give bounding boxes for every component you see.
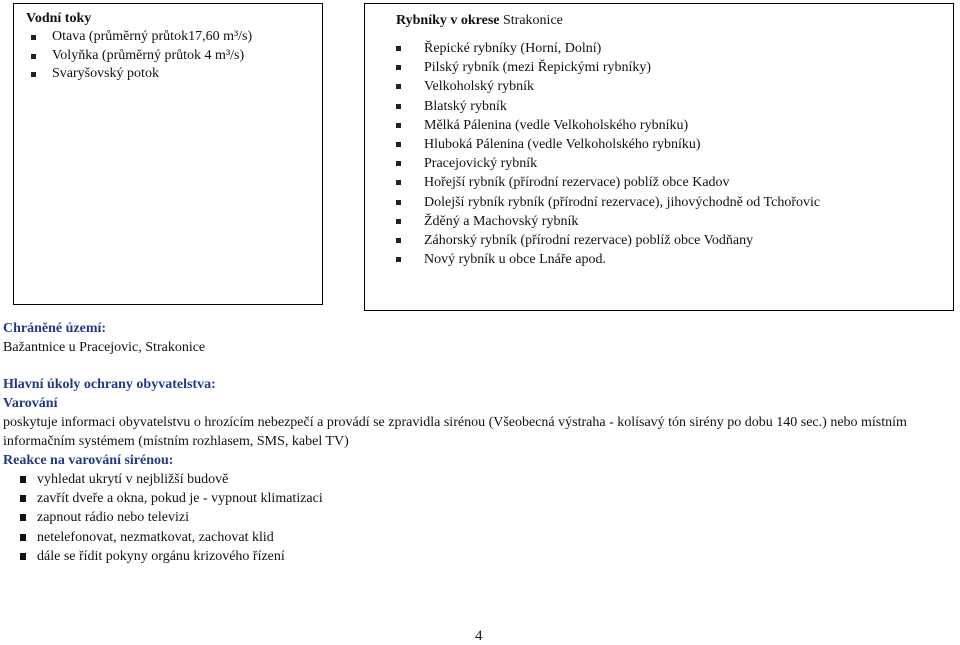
square-bullet-icon <box>396 104 401 109</box>
protection-tasks-section <box>3 375 950 566</box>
water-courses-box <box>13 3 323 305</box>
list-item: Dolejší rybník rybník (přírodní rezervace), jihovýchodně od Tchořovic <box>396 193 953 212</box>
square-bullet-icon <box>396 238 401 243</box>
protected-area-section <box>3 319 950 357</box>
square-bullet-icon <box>396 200 401 205</box>
list-item: Žděný a Machovský rybník <box>396 212 953 231</box>
square-bullet-icon <box>20 476 26 483</box>
square-bullet-icon <box>396 123 401 128</box>
ponds-list <box>396 39 953 269</box>
square-bullet-icon <box>31 54 36 59</box>
reaction-list <box>3 470 950 566</box>
page-number: 4 <box>475 628 483 644</box>
list-item: Volyňka (průměrný průtok 4 m³/s) <box>26 47 322 66</box>
list-item: zavřít dveře a okna, pokud je - vypnout klimatizaci <box>3 489 950 508</box>
protected-area-label: Chráněné území: <box>3 321 107 336</box>
list-item: Blatský rybník <box>396 97 953 116</box>
water-courses-list <box>26 28 322 84</box>
list-item: Záhorský rybník (přírodní rezervace) poblíž obce Vodňany <box>396 231 953 250</box>
square-bullet-icon <box>396 46 401 51</box>
list-item: zapnout rádio nebo televizi <box>3 508 950 527</box>
square-bullet-icon <box>396 65 401 70</box>
list-item: Otava (průměrný průtok17,60 m³/s) <box>26 28 322 47</box>
square-bullet-icon <box>396 142 401 147</box>
warning-subheading: Varování <box>3 396 58 411</box>
list-item: Mělká Pálenina (vedle Velkoholského rybníku) <box>396 116 953 135</box>
square-bullet-icon <box>20 514 26 521</box>
tasks-heading: Hlavní úkoly ochrany obyvatelstva: <box>3 377 216 392</box>
list-item: Pracejovický rybník <box>396 154 953 173</box>
square-bullet-icon <box>396 84 401 89</box>
list-item: dále se řídit pokyny orgánu krizového řízení <box>3 547 950 566</box>
list-item: Svaryšovský potok <box>26 65 322 84</box>
square-bullet-icon <box>31 72 36 77</box>
square-bullet-icon <box>396 257 401 262</box>
reaction-label: Reakce na varování sirénou: <box>3 453 174 468</box>
list-item: Pilský rybník (mezi Řepickými rybníky) <box>396 58 953 77</box>
ponds-title: Rybníky v okrese Strakonice <box>396 13 563 28</box>
list-item: Hluboká Pálenina (vedle Velkoholského rybníku) <box>396 135 953 154</box>
list-item: Velkoholský rybník <box>396 77 953 96</box>
list-item: netelefonovat, nezmatkovat, zachovat klid <box>3 528 950 547</box>
warning-paragraph: poskytuje informaci obyvatelstvu o hrozícím nebezpečí a provádí se zpravidla sirénou (Všeobecná výstraha - kolísavý tón sirény po dobu 140 sec.) nebo místním informačním systémem (místním rozhlasem, SMS, kabel TV) <box>3 415 907 449</box>
list-item: Hořejší rybník (přírodní rezervace) poblíž obce Kadov <box>396 173 953 192</box>
list-item: vyhledat ukrytí v nejbližší budově <box>3 470 950 489</box>
square-bullet-icon <box>396 161 401 166</box>
square-bullet-icon <box>396 180 401 185</box>
water-courses-title: Vodní toky <box>26 11 92 26</box>
square-bullet-icon <box>20 553 26 560</box>
list-item: Nový rybník u obce Lnáře apod. <box>396 250 953 269</box>
square-bullet-icon <box>396 219 401 224</box>
square-bullet-icon <box>31 35 36 40</box>
square-bullet-icon <box>20 495 26 502</box>
square-bullet-icon <box>20 534 26 541</box>
list-item: Řepické rybníky (Horní, Dolní) <box>396 39 953 58</box>
protected-area-text: Bažantnice u Pracejovic, Strakonice <box>3 340 206 355</box>
ponds-box <box>364 3 954 311</box>
